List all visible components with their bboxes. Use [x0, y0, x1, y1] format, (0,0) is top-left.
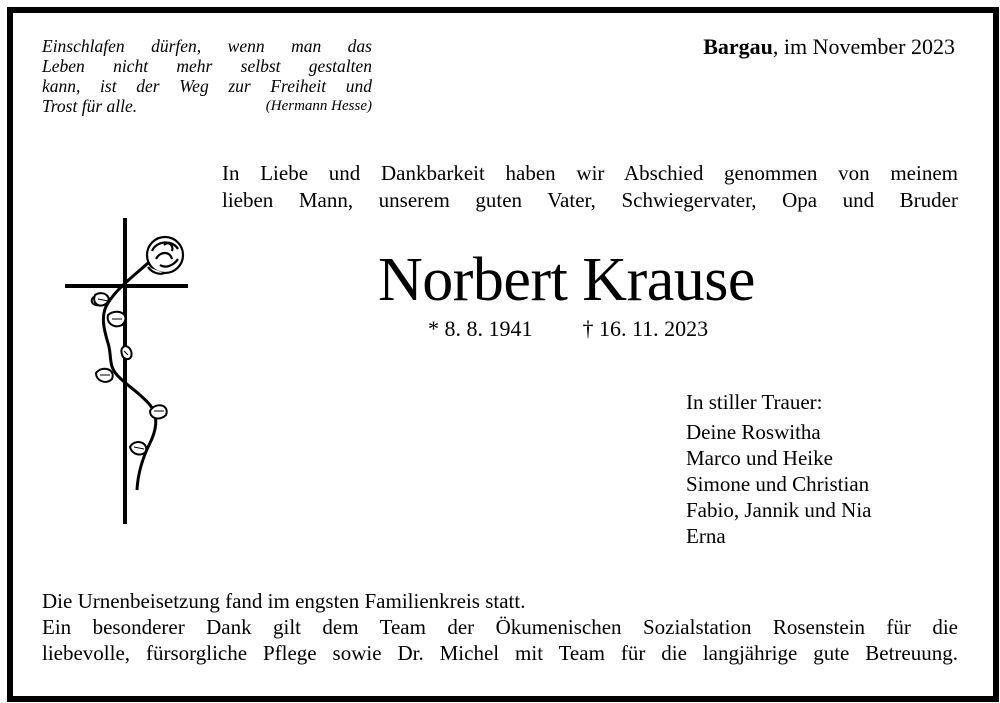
mourners-heading: In stiller Trauer: — [686, 390, 823, 414]
place-city: Bargau — [703, 34, 773, 59]
mourner-name: Erna — [686, 524, 726, 548]
footer-text — [42, 588, 958, 666]
footer-line: liebevolle, fürsorgliche Pflege sowie Dr. Michel mit Team für die langjährige gute Betreuung. — [42, 641, 958, 665]
intro-line: In Liebe und Dankbarkeit haben wir Abschied genommen von meinem — [222, 161, 958, 185]
mourner-name: Deine Roswitha — [686, 420, 821, 444]
intro-text — [222, 160, 958, 214]
place-date — [703, 34, 955, 60]
birth-date: * 8. 8. 1941 — [428, 316, 533, 341]
quote-author: (Hermann Hesse) — [265, 98, 372, 114]
mourner-name: Marco und Heike — [686, 446, 833, 470]
quote-line: Trost für alle. — [42, 96, 138, 116]
footer-line: Ein besonderer Dank gilt dem Team der Ökumenischen Sozialstation Rosenstein für die — [42, 615, 958, 639]
intro-line: lieben Mann, unserem guten Vater, Schwiegervater, Opa und Bruder — [222, 188, 958, 212]
mourner-name: Simone und Christian — [686, 472, 870, 496]
footer-line: Die Urnenbeisetzung fand im engsten Familienkreis statt. — [42, 589, 526, 613]
place-month: , im November 2023 — [772, 34, 955, 59]
death-date: † 16. 11. 2023 — [582, 316, 709, 341]
deceased-name: Norbert Krause — [378, 246, 755, 314]
mourners-list — [686, 389, 871, 549]
cross-with-rose-icon — [60, 215, 195, 530]
quote-last-line — [42, 96, 372, 116]
quote-line: Einschlafen dürfen, wenn man das — [42, 36, 372, 56]
hesse-quote — [42, 36, 372, 116]
quote-line: kann, ist der Weg zur Freiheit und — [42, 76, 372, 96]
life-dates — [428, 316, 708, 342]
quote-line: Leben nicht mehr selbst gestalten — [42, 56, 372, 76]
mourner-name: Fabio, Jannik und Nia — [686, 498, 872, 522]
